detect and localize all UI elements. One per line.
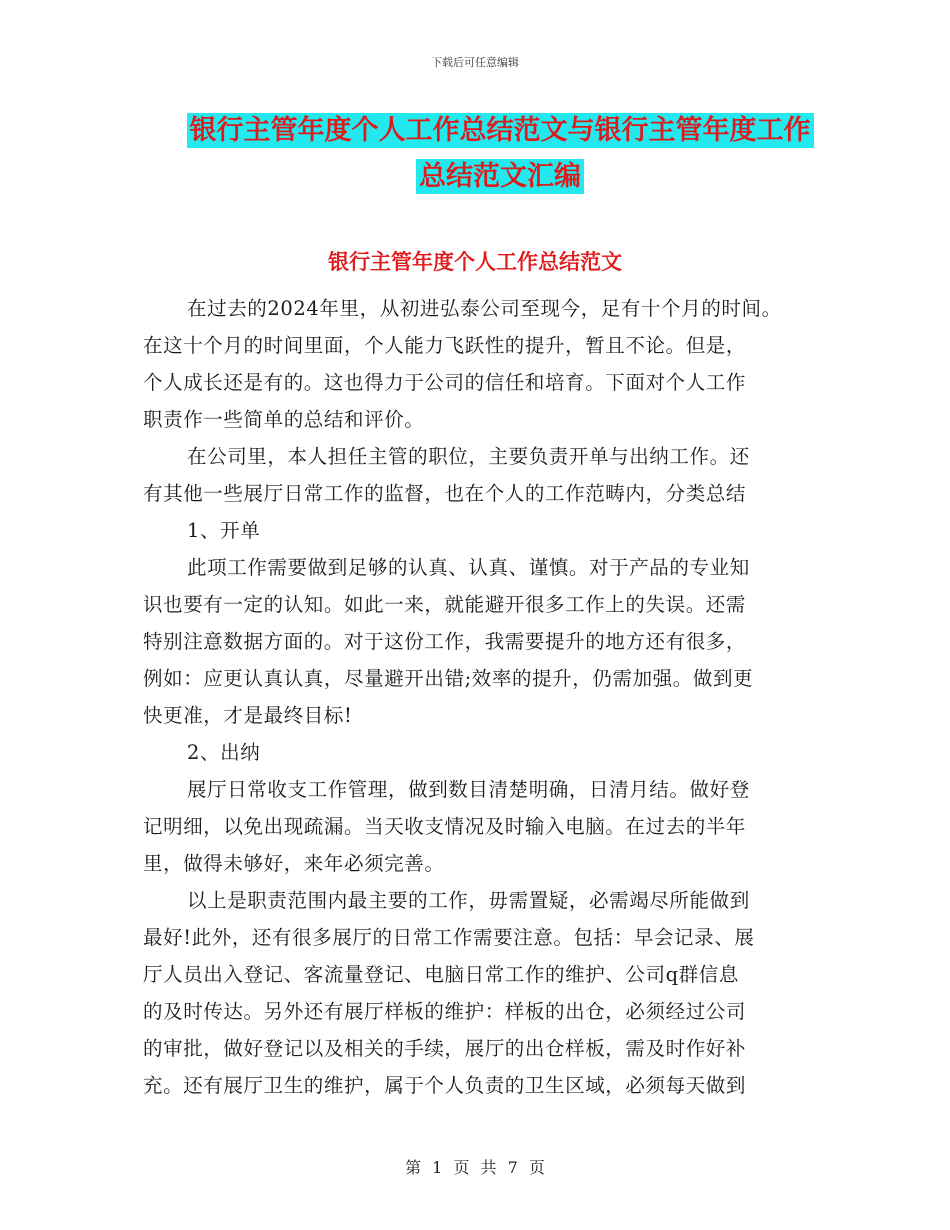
paragraph-line: 此项工作需要做到足够的认真、认真、谨慎。对于产品的专业知: [187, 556, 750, 579]
paragraph-line: 有其他一些展厅日常工作的监督，也在个人的工作范畴内，分类总结: [143, 482, 747, 505]
paragraph-line: 在过去的2024年里，从初进弘泰公司至现今，足有十个月的时间。: [187, 297, 782, 320]
paragraph-line: 以上是职责范围内最主要的工作，毋需置疑，必需竭尽所能做到: [187, 889, 750, 912]
body-text: [143, 290, 833, 1104]
page-footer: 第 1 页 共 7 页: [405, 1158, 545, 1177]
paragraph-line: 特别注意数据方面的。对于这份工作，我需要提升的地方还有很多，: [143, 630, 747, 653]
header-note: 下载后可任意编辑: [431, 56, 519, 69]
paragraph-line: 的审批，做好登记以及相关的手续，展厅的出仓样板，需及时作好补: [143, 1037, 747, 1060]
paragraph-line: 快更准，才是最终目标!: [143, 704, 353, 727]
paragraph-line: 充。还有展厅卫生的维护，属于个人负责的卫生区域，必须每天做到: [143, 1074, 747, 1097]
paragraph-line: 最好!此外，还有很多展厅的日常工作需要注意。包括：早会记录、展: [143, 926, 755, 949]
paragraph-line: 厅人员出入登记、客流量登记、电脑日常工作的维护、公司q群信息: [143, 963, 739, 986]
paragraph-line: 例如：应更认真认真，尽量避开出错;效率的提升，仍需加强。做到更: [143, 667, 754, 690]
paragraph-line: 展厅日常收支工作管理，做到数目清楚明确，日清月结。做好登: [187, 778, 750, 801]
document-title: [120, 108, 880, 200]
document-title-line-1: 银行主管年度个人工作总结范文与银行主管年度工作: [187, 113, 814, 148]
section-title: 银行主管年度个人工作总结范文: [328, 250, 622, 274]
paragraph-line: 个人成长还是有的。这也得力于公司的信任和培育。下面对个人工作: [143, 371, 747, 394]
paragraph-line: 职责作一些简单的总结和评价。: [143, 408, 425, 431]
paragraph-line: 在公司里，本人担任主管的职位，主要负责开单与出纳工作。还: [187, 445, 750, 468]
paragraph-line: 里，做得未够好，来年必须完善。: [143, 852, 445, 875]
paragraph-line: 的及时传达。另外还有展厅样板的维护：样板的出仓，必须经过公司: [143, 1000, 747, 1023]
document-title-line-2: 总结范文汇编: [416, 159, 584, 194]
paragraph-line: 识也要有一定的认知。如此一来，就能避开很多工作上的失误。还需: [143, 593, 747, 616]
subheading-line: 1、开单: [187, 519, 261, 542]
subheading-line: 2、出纳: [187, 741, 261, 764]
paragraph-line: 在这十个月的时间里面，个人能力飞跃性的提升，暂且不论。但是，: [143, 334, 747, 357]
paragraph-line: 记明细，以免出现疏漏。当天收支情况及时输入电脑。在过去的半年: [143, 815, 747, 838]
